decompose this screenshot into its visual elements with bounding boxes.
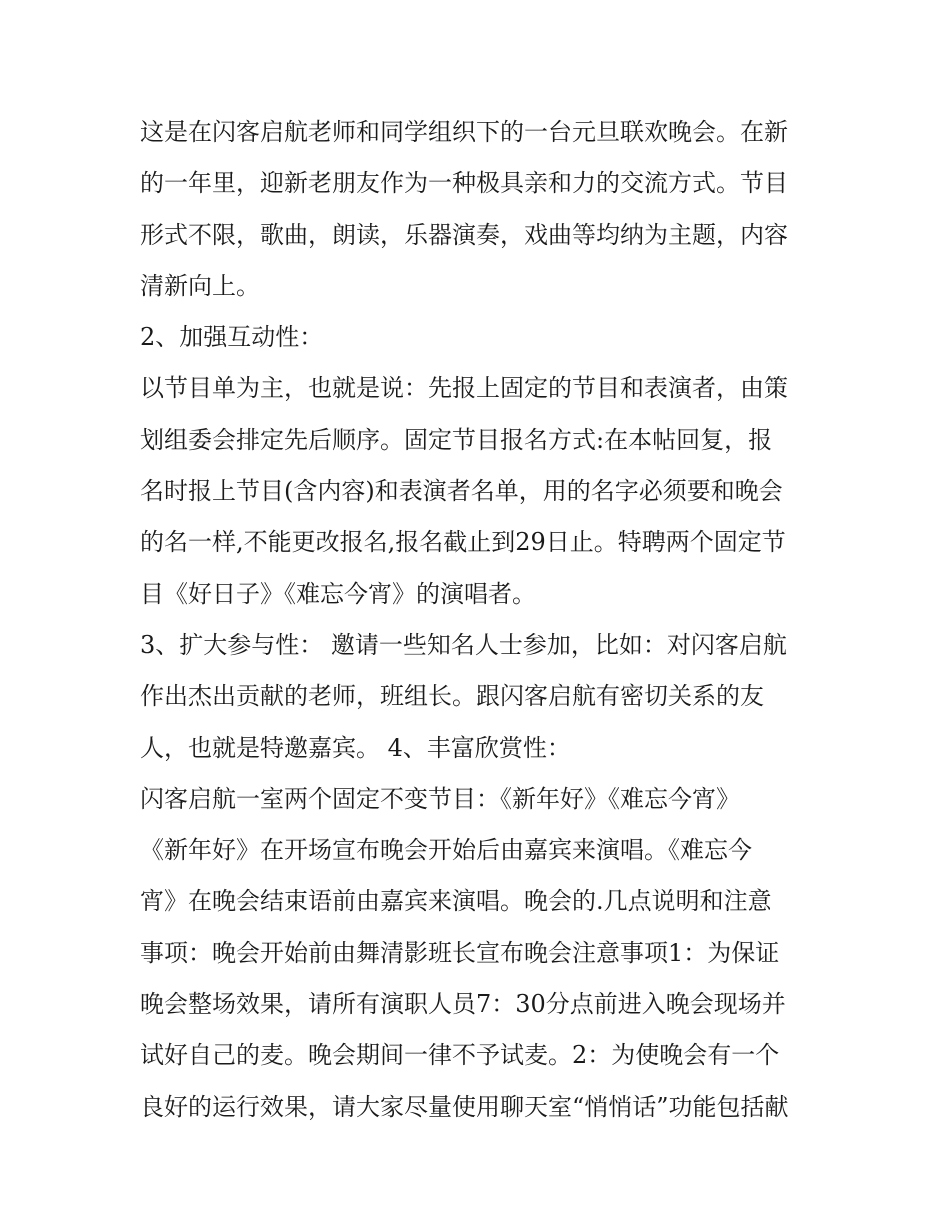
section-heading-interactivity: 2、加强互动性： xyxy=(140,323,324,352)
text-line: 晚会整场效果，请所有演职人员7：30分点前进入晚会现场并 xyxy=(140,990,786,1019)
text-line: 划组委会排定先后顺序。固定节目报名方式:在本帖回复，报 xyxy=(140,425,773,454)
text-line: 宵》在晚会结束语前由嘉宾来演唱。晚会的.几点说明和注意 xyxy=(140,887,772,916)
text-line: 事项：晚会开始前由舞清影班长宣布晚会注意事项1：为保证 xyxy=(140,938,780,967)
text-line: 的一年里，迎新老朋友作为一种极具亲和力的交流方式。节目 xyxy=(140,169,788,198)
section-heading-participation: 3、扩大参与性： 邀请一些知名人士参加，比如：对闪客启航 xyxy=(140,630,787,659)
text-line: 闪客启航一室两个固定不变节目：《新年好》《难忘今宵》 xyxy=(140,784,740,813)
text-line: 目《好日子》《难忘今宵》的演唱者。 xyxy=(140,579,536,608)
text-line: 的名一样,不能更改报名,报名截止到29日止。特聘两个固定节 xyxy=(140,528,786,557)
text-line: 作出杰出贡献的老师，班组长。跟闪客启航有密切关系的友 xyxy=(140,682,764,711)
text-line: 这是在闪客启航老师和同学组织下的一台元旦联欢晚会。在新 xyxy=(140,118,788,146)
text-line: 试好自己的麦。晚会期间一律不予试麦。2：为使晚会有一个 xyxy=(140,1041,780,1070)
text-line: 形式不限，歌曲，朗读，乐器演奏，戏曲等均纳为主题，内容 xyxy=(140,220,788,249)
text-line: 良好的运行效果，请大家尽量使用聊天室“悄悄话”功能包括献 xyxy=(140,1092,789,1121)
text-line: 人，也就是特邀嘉宾。 4、丰富欣赏性： xyxy=(140,733,571,762)
text-line: 名时报上节目(含内容)和表演者名单，用的名字必须要和晚会 xyxy=(140,477,783,506)
text-line: 清新向上。 xyxy=(140,271,260,300)
text-line: 以节目单为主，也就是说：先报上固定的节目和表演者，由策 xyxy=(140,374,788,403)
document-body xyxy=(140,107,830,1133)
text-line: 《新年好》在开场宣布晚会开始后由嘉宾来演唱。《难忘今 xyxy=(140,836,752,865)
